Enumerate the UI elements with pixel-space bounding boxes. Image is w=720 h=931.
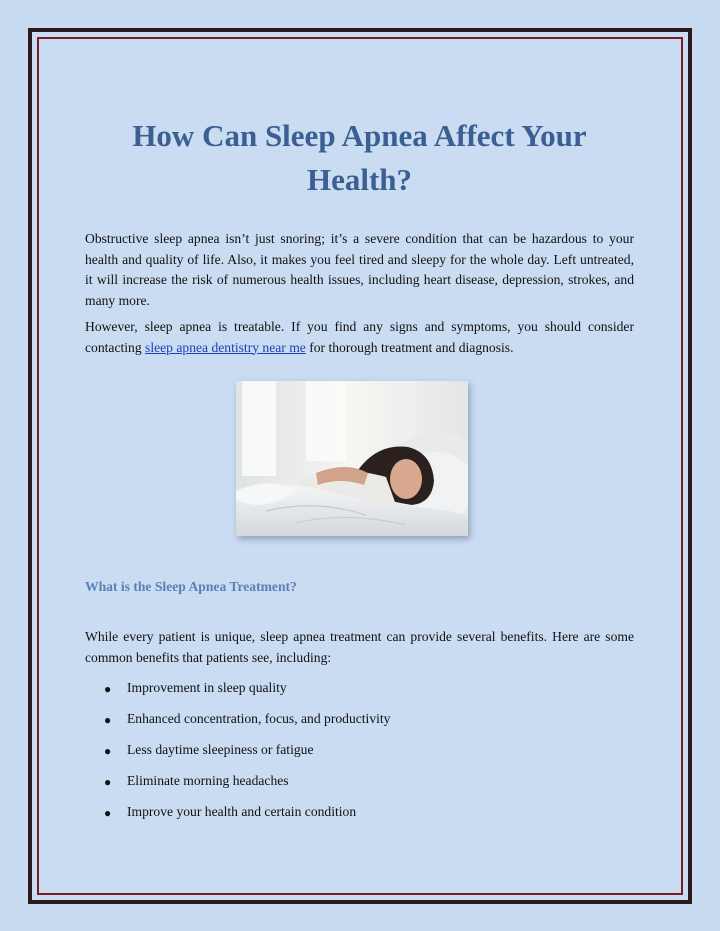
benefits-list (104, 679, 390, 834)
woman-sleeping-photo (236, 381, 468, 536)
intro-paragraph: Obstructive sleep apnea isn’t just snoring; it’s a severe condition that can be hazardous to your health and quality of life. Also, it makes you feel tired and sleepy for the whole day. Left untreated, it will increase the risk of numerous health issues, including heart disease, depression, strokes, and many more. (85, 231, 634, 308)
list-item (104, 803, 390, 834)
treatment-paragraph-text: However, sleep apnea is treatable. If you find any signs and symptoms, you should consider contacting (85, 319, 634, 355)
page-title: How Can Sleep Apnea Affect Your Health? (132, 118, 587, 197)
benefit-text: Improve your health and certain condition (127, 804, 357, 819)
treatment-subheading: What is the Sleep Apnea Treatment? (85, 579, 297, 594)
list-item (104, 772, 390, 803)
benefit-text: Less daytime sleepiness or fatigue (127, 742, 314, 757)
bullet-icon: ● (104, 682, 112, 696)
bullet-icon: ● (104, 713, 112, 727)
treatment-paragraph-end: for thorough treatment and diagnosis. (305, 339, 514, 355)
benefit-text: Eliminate morning headaches (127, 773, 289, 788)
list-item (104, 741, 390, 772)
benefit-text: Enhanced concentration, focus, and productivity (127, 711, 391, 726)
list-item (104, 710, 390, 741)
benefits-intro-paragraph: While every patient is unique, sleep apnea treatment can provide several benefits. Here are some common benefits that patients see, including: (85, 629, 634, 665)
bullet-icon: ● (104, 806, 112, 820)
sleeping-photo-illustration (236, 381, 468, 536)
dentistry-link[interactable]: sleep apnea dentistry near me (145, 339, 306, 355)
bullet-icon: ● (104, 744, 112, 758)
list-item (104, 679, 390, 710)
benefit-text: Improvement in sleep quality (127, 680, 287, 695)
bullet-icon: ● (104, 775, 112, 789)
treatment-paragraph (85, 317, 634, 358)
